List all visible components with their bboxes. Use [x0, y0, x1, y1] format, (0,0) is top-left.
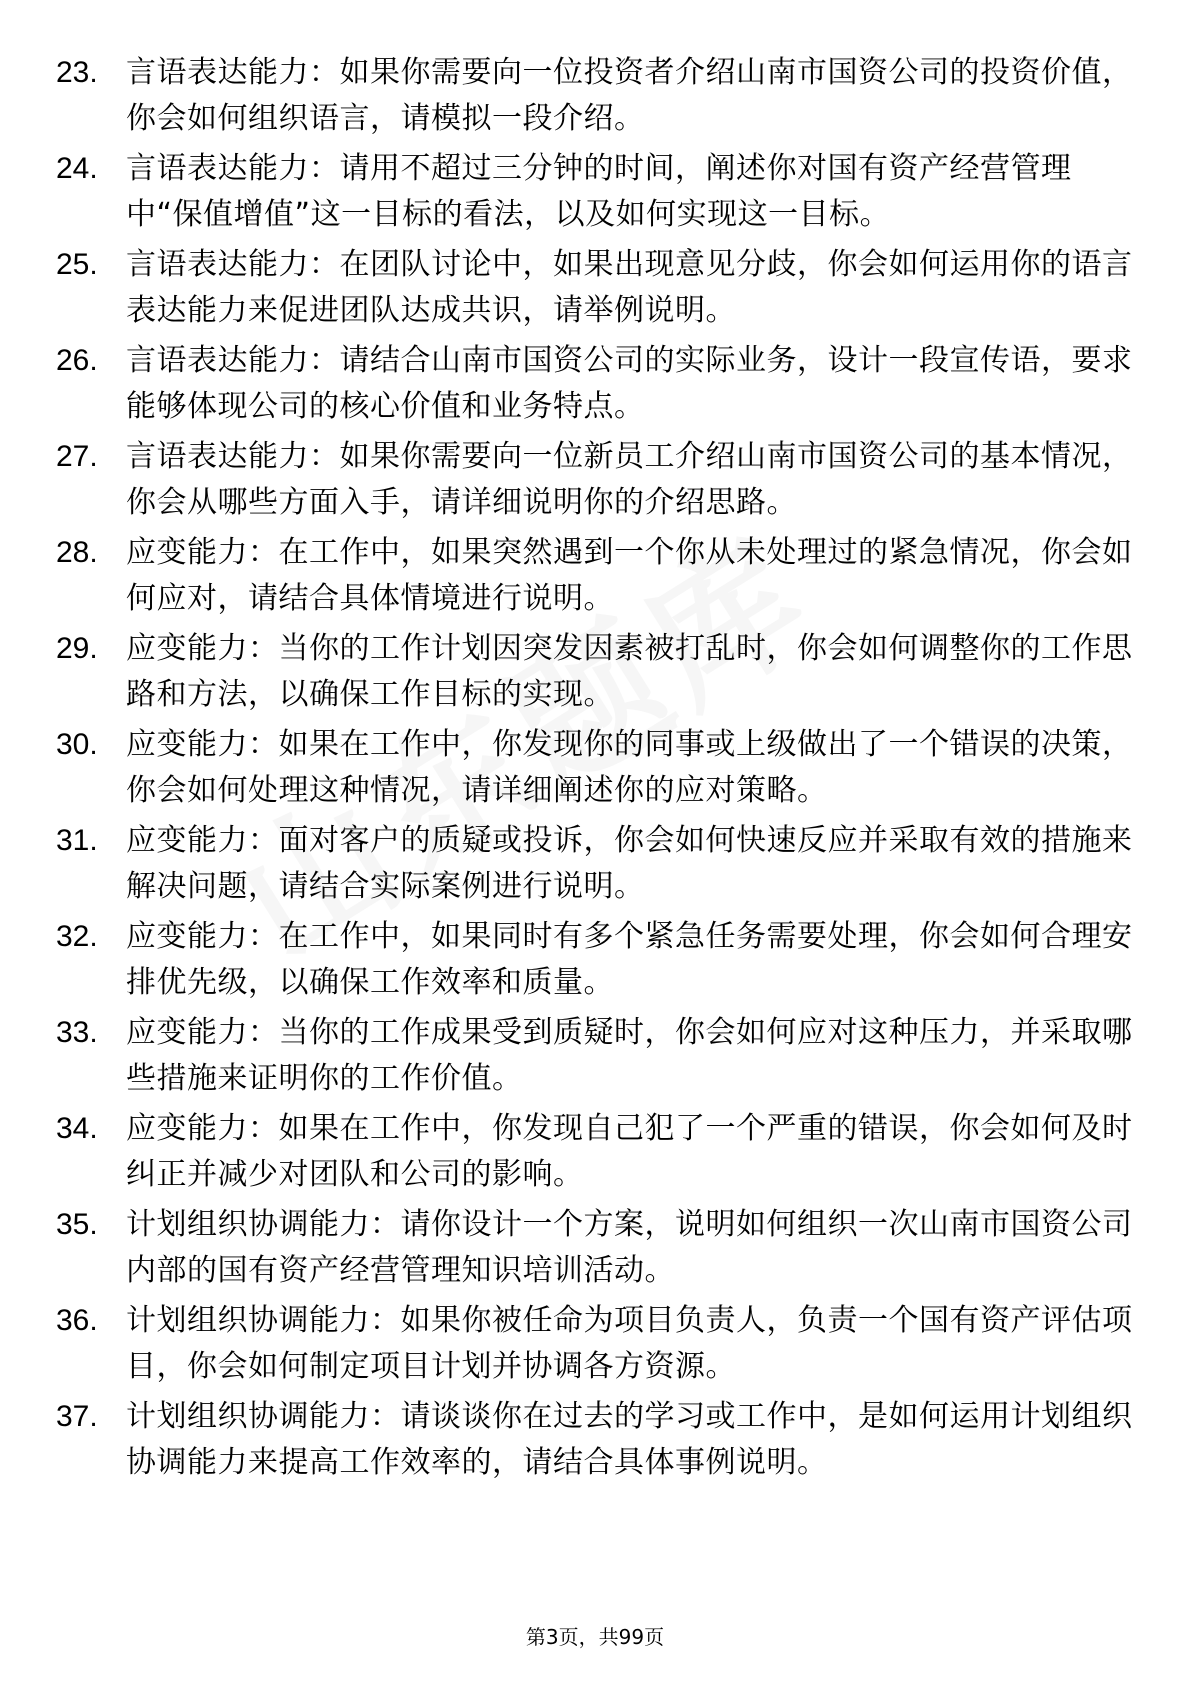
question-item [56, 434, 1136, 530]
question-text: 言语表达能力：请用不超过三分钟的时间，阐述你对国有资产经营管理中“保值增值”这一目标的看法，以及如何实现这一目标。 [126, 151, 1072, 232]
question-text: 应变能力：当你的工作成果受到质疑时，你会如何应对这种压力，并采取哪些措施来证明你的工作价值。 [126, 1015, 1133, 1096]
question-item [56, 626, 1136, 722]
question-text: 言语表达能力：在团队讨论中，如果出现意见分歧，你会如何运用你的语言表达能力来促进团队达成共识，请举例说明。 [126, 247, 1133, 328]
question-text: 计划组织协调能力：请谈谈你在过去的学习或工作中，是如何运用计划组织协调能力来提高工作效率的，请结合具体事例说明。 [126, 1399, 1133, 1480]
question-text: 应变能力：当你的工作计划因突发因素被打乱时，你会如何调整你的工作思路和方法，以确保工作目标的实现。 [126, 631, 1133, 712]
question-number: 26. [56, 344, 98, 377]
question-item [56, 1394, 1136, 1490]
page-footer [0, 1624, 1190, 1650]
question-item [56, 1298, 1136, 1394]
question-item [56, 530, 1136, 626]
question-item [56, 1106, 1136, 1202]
question-item [56, 914, 1136, 1010]
question-text: 应变能力：如果在工作中，你发现你的同事或上级做出了一个错误的决策，你会如何处理这种情况，请详细阐述你的应对策略。 [126, 727, 1133, 808]
question-text: 应变能力：面对客户的质疑或投诉，你会如何快速反应并采取有效的措施来解决问题，请结合实际案例进行说明。 [126, 823, 1133, 904]
question-item [56, 146, 1136, 242]
question-number: 31. [56, 824, 98, 857]
question-text: 计划组织协调能力：如果你被任命为项目负责人，负责一个国有资产评估项目，你会如何制定项目计划并协调各方资源。 [126, 1303, 1133, 1384]
question-item [56, 818, 1136, 914]
question-text: 应变能力：如果在工作中，你发现自己犯了一个严重的错误，你会如何及时纠正并减少对团队和公司的影响。 [126, 1111, 1133, 1192]
question-number: 27. [56, 440, 98, 473]
question-text: 言语表达能力：请结合山南市国资公司的实际业务，设计一段宣传语，要求能够体现公司的核心价值和业务特点。 [126, 343, 1133, 424]
question-number: 32. [56, 920, 98, 953]
question-number: 37. [56, 1400, 98, 1433]
question-item [56, 338, 1136, 434]
question-number: 35. [56, 1208, 98, 1241]
question-number: 36. [56, 1304, 98, 1337]
question-list [56, 50, 1136, 1490]
question-item [56, 1010, 1136, 1106]
page-number: 第3页，共99页 [525, 1625, 665, 1649]
question-text: 言语表达能力：如果你需要向一位新员工介绍山南市国资公司的基本情况，你会从哪些方面入手，请详细说明你的介绍思路。 [126, 439, 1133, 520]
question-text: 计划组织协调能力：请你设计一个方案，说明如何组织一次山南市国资公司内部的国有资产经营管理知识培训活动。 [126, 1207, 1133, 1288]
question-number: 34. [56, 1112, 98, 1145]
question-item [56, 722, 1136, 818]
question-item [56, 242, 1136, 338]
question-text: 应变能力：在工作中，如果突然遇到一个你从未处理过的紧急情况，你会如何应对，请结合具体情境进行说明。 [126, 535, 1133, 616]
question-item [56, 50, 1136, 146]
question-number: 23. [56, 56, 98, 89]
question-number: 33. [56, 1016, 98, 1049]
question-text: 应变能力：在工作中，如果同时有多个紧急任务需要处理，你会如何合理安排优先级，以确保工作效率和质量。 [126, 919, 1133, 1000]
question-number: 29. [56, 632, 98, 665]
question-item [56, 1202, 1136, 1298]
question-number: 30. [56, 728, 98, 761]
question-text: 言语表达能力：如果你需要向一位投资者介绍山南市国资公司的投资价值，你会如何组织语言，请模拟一段介绍。 [126, 55, 1133, 136]
question-number: 24. [56, 152, 98, 185]
question-number: 25. [56, 248, 98, 281]
question-number: 28. [56, 536, 98, 569]
